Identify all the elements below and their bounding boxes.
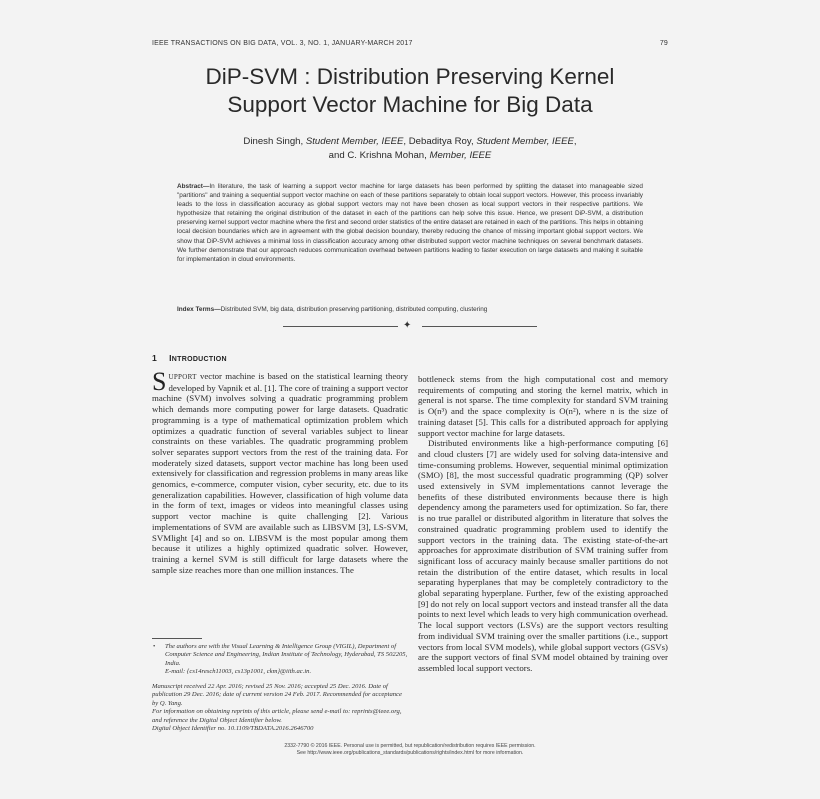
- paper-title-line-2: Support Vector Machine for Big Data: [227, 92, 593, 117]
- abstract-label: Abstract: [177, 183, 203, 190]
- doi-text: Digital Object Identifier no. 10.1109/TBDATA.2016.2646700: [152, 725, 314, 733]
- divider-ornament-icon: ✦: [403, 320, 412, 331]
- author-line-2: [0, 149, 820, 163]
- copyright-line-2: See http://www.ieee.org/publications_standards/publications/rights/index.html for more information.: [296, 749, 524, 756]
- author-membership: Student Member, IEEE: [476, 136, 574, 147]
- affiliation-text: The authors are with the Visual Learning & Intelligence Group (VIGIL), Department of Computer Science and Engineering, Indian Institute of Technology, Hyderabad, TS 502205, India.: [165, 643, 408, 667]
- author-name: , Debaditya Roy,: [403, 136, 477, 147]
- footnote-bullet: •: [153, 643, 156, 650]
- abstract-text: In literature, the task of learning a support vector machine for large datasets has been performed by splitting the dataset into manageable sized "partitions" and training a sequential support vector machine on each of these partitions separately to obtain local support vectors. However, this process invariably leads to the loss in classification accuracy as global support vectors may not have been chosen as local support vectors in their respective partitions. We hypothesize that retaining the original distribution of the dataset in each of the partitions can help solve this issue. Hence, we present DiP-SVM, a distribution preserving kernel support vector machine where the first and second order statistics of the entire dataset are retained in each of the partitions. This helps in obtaining local decision boundaries which are in agreement with the global decision boundary, thereby reducing the chance of missing important global support vectors. We show that DiP-SVM achieves a minimal loss in classification accuracy among other distributed support vector machine techniques on several benchmark datasets. We further demonstrate that our approach reduces communication overhead between partitions leading to faster execution on large datasets and making it suitable for implementation in cloud environments.: [177, 183, 643, 263]
- author-separator: ,: [573, 136, 577, 147]
- index-terms-label: Index Terms: [177, 306, 215, 313]
- author-list: [0, 135, 820, 163]
- section-title-initial: I: [169, 353, 172, 363]
- body-paragraph: bottleneck stems from the high computational cost and memory requirements of computing and storing the kernel matrix, which in general is not sparse. The time complexity for standard SVM training is O(n³) and the space complexity is O(n²), where n is the size of training dataset [5]. This calls for a distributed approach for applying support vector machine for large datasets.: [418, 374, 668, 438]
- index-terms-text: Distributed SVM, big data, distribution preserving partitioning, distributed computing, clustering: [220, 306, 488, 313]
- body-paragraph: Distributed environments like a high-performance computing [6] and cloud clusters [7] are widely used for solving data-intensive and time-consuming problems. However, sequential minimal optimization (SMO) [8], the most successful quadratic programming (QP) solver used extensively in SVM implementations cannot leverage the benefits of these distributed environments because there is high dependency among the parameters used for optimization. So far, there is no true parallel or distributed algorithm in literature that solves the constrained quadratic programming problem used to identify the support vectors in the training data. The existing state-of-the-art approaches for approximate distribution of SVM training suffer from significant loss of accuracy mainly because smaller partitions do not retain the distribution of the entire dataset, which results in local separating hyperplanes that may be completely contradictory to the global separating hyperplane. Further, few of the existing approached [9] do not rely on local support vectors and instead transfer all the data points to next level which leads to very high communication overhead. The local support vectors (LSVs) are the support vectors resulting from individual SVM training over the smaller partitions (i.e., support vectors from local SVM models), while global support vectors (GSVs) are the support vectors of final SVM model obtained by training over assembled local support vectors.: [418, 438, 668, 673]
- section-heading: [152, 353, 227, 363]
- footnote-publication-info: [152, 683, 408, 733]
- section-number: 1: [152, 353, 158, 363]
- drop-cap: S: [152, 367, 167, 396]
- paper-title: [0, 63, 820, 119]
- body-column-left: [152, 367, 408, 575]
- author-membership: Student Member, IEEE: [305, 136, 404, 147]
- author-name: and C. Krishna Mohan,: [328, 150, 430, 161]
- paragraph-text: vector machine is based on the statistical learning theory developed by Vapnik et al. [1]. The core of training a support vector machine (SVM) involves solving a quadratic programming problem which demands more computing power for large datasets. Quadratic programming is a type of mathematical optimization problem which optimizes a quadratic function of several variables subject to linear constraints on these variables. The quadratic programming problem solver separates support vectors from the rest of the training data. For moderately sized datasets, support vector machine has long been used extensively for classification and regression problems in many areas like genomics, e-commerce, computer vision, cyber security, etc. due to its generalization capabilities. However, classification of high volume data in the form of text, images or videos into meaningful classes using support vector machine is quite challenging [2]. Various implementations of SVM are available such as LIBSVM [3], LS-SVM, SVMlight [4] and so on. LIBSVM is the most popular among them because it utilizes a highly optimized quadratic solver. However, training a kernel SVM is still difficult for large datasets where the sample size reaches more than one million instances. The: [152, 371, 408, 575]
- author-name: Dinesh Singh,: [243, 136, 306, 147]
- footnote-affiliation: [165, 643, 408, 677]
- copyright-notice: [0, 743, 820, 756]
- body-paragraph: [152, 367, 408, 575]
- section-title-rest: NTRODUCTION: [171, 356, 227, 363]
- section-divider: [283, 320, 537, 331]
- author-line-1: [0, 135, 820, 149]
- reprints-info: For information on obtaining reprints of this article, please send e-mail to: reprints@ieee.org, and reference the Digital Object Identifier below.: [152, 708, 402, 724]
- index-terms-dash: —: [214, 306, 221, 313]
- index-terms: [177, 305, 643, 314]
- manuscript-dates: Manuscript received 22 Apr. 2016; revised 25 Nov. 2016; accepted 25 Dec. 2016. Date of publication 29 Dec. 2016; date of current version 24 Feb. 2017. Recommended for acceptance by Q. Yang.: [152, 683, 402, 707]
- author-membership: Member, IEEE: [429, 150, 492, 161]
- body-column-right: [418, 374, 668, 674]
- abstract: [177, 182, 643, 264]
- email-text: E-mail: {cs14resch11003, cs13p1001, ckm}@iith.ac.in.: [165, 668, 312, 676]
- page-number: 79: [659, 40, 668, 47]
- abstract-dash: —: [202, 183, 210, 190]
- divider-line-right: [422, 326, 537, 327]
- copyright-line-1: 2332-7790 © 2016 IEEE. Personal use is permitted, but republication/redistribution requires IEEE permission.: [284, 743, 536, 749]
- paper-title-line-1: DiP-SVM : Distribution Preserving Kernel: [205, 64, 615, 89]
- lead-small-caps: UPPORT: [168, 373, 197, 381]
- divider-line-left: [283, 326, 398, 327]
- running-header: IEEE TRANSACTIONS ON BIG DATA, VOL. 3, NO. 1, JANUARY-MARCH 2017: [152, 40, 413, 47]
- footnote-rule: [152, 638, 202, 639]
